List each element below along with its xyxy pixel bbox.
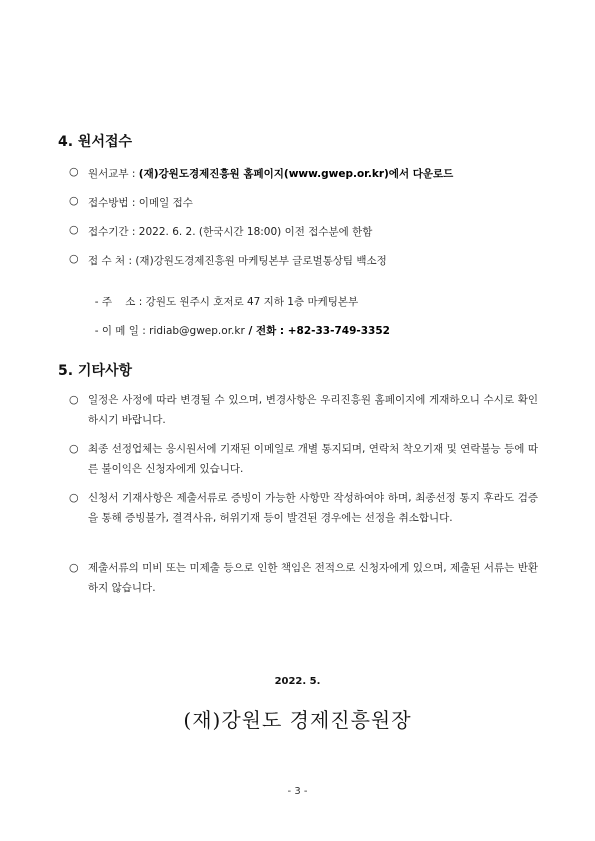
bullet-circle: ○ [69, 561, 79, 574]
bullet-circle: ○ [69, 393, 79, 406]
signer-name: (재)강원도 경제진흥원장 [183, 708, 412, 732]
section-4-title: 4. 원서접수 [58, 134, 133, 150]
item-label: 원서교부 : [88, 168, 139, 180]
address-line [88, 282, 358, 309]
item-label: 접수기간 : [88, 226, 139, 238]
address-label: - 주 소 : [94, 296, 146, 308]
email-line [88, 311, 390, 338]
note-final-selection: 최종 선정업체는 응시원서에 기재된 이메일로 개별 통지되며, 연락처 착오기재 및 연락불능 등에 따른 불이익은 신청자에게 있습니다. [88, 443, 538, 475]
bullet-circle: ○ [69, 223, 79, 236]
item-label: 접수방법 : [88, 197, 139, 209]
section-5-title: 5. 기타사항 [58, 363, 133, 379]
email-link[interactable]: ridiab@gwep.or.kr [149, 325, 245, 337]
note-schedule-change: 일정은 사정에 따라 변경될 수 있으며, 변경사항은 우리진흥원 홈페이지에 게재하오니 수시로 확인하시기 바랍니다. [88, 394, 538, 426]
item-label: 접 수 처 : [88, 255, 136, 267]
email-label: - 이 메 일 : [94, 325, 150, 337]
phone-number: / 전화 : +82-33-749-3352 [244, 325, 390, 337]
item-value: (재)강원도경제진흥원 마케팅본부 글로벌통상팀 백소정 [135, 255, 387, 267]
bullet-circle: ○ [69, 252, 79, 265]
application-period-line [88, 224, 372, 239]
application-office-line [88, 253, 387, 268]
page-number: - 3 - [287, 786, 308, 797]
address-value: 강원도 원주시 호저로 47 지하 1층 마케팅본부 [145, 296, 359, 308]
document-date: 2022. 5. [274, 676, 321, 687]
bullet-circle: ○ [69, 442, 79, 455]
note-responsibility: 제출서류의 미비 또는 미제출 등으로 인한 책임은 전적으로 신청자에게 있으며, 제출된 서류는 반환하지 않습니다. [88, 562, 538, 594]
bullet-circle: ○ [69, 165, 79, 178]
bullet-circle: ○ [69, 194, 79, 207]
note-verification: 신청서 기재사항은 제출서류로 증빙이 가능한 사항만 작성하여야 하며, 최종선정 통지 후라도 검증을 통해 증빙불가, 결격사유, 허위기재 등이 발견된 경우에는 선정을 취소합니다. [88, 492, 538, 524]
bullet-circle: ○ [69, 491, 79, 504]
application-distribution-line [88, 166, 453, 181]
item-value: 이메일 접수 [138, 197, 193, 209]
item-value: 2022. 6. 2. (한국시간 18:00) 이전 접수분에 한함 [138, 226, 373, 238]
item-value: (재)강원도경제진흥원 홈페이지(www.gwep.or.kr)에서 다운로드 [138, 168, 454, 180]
application-method-line [88, 195, 193, 210]
